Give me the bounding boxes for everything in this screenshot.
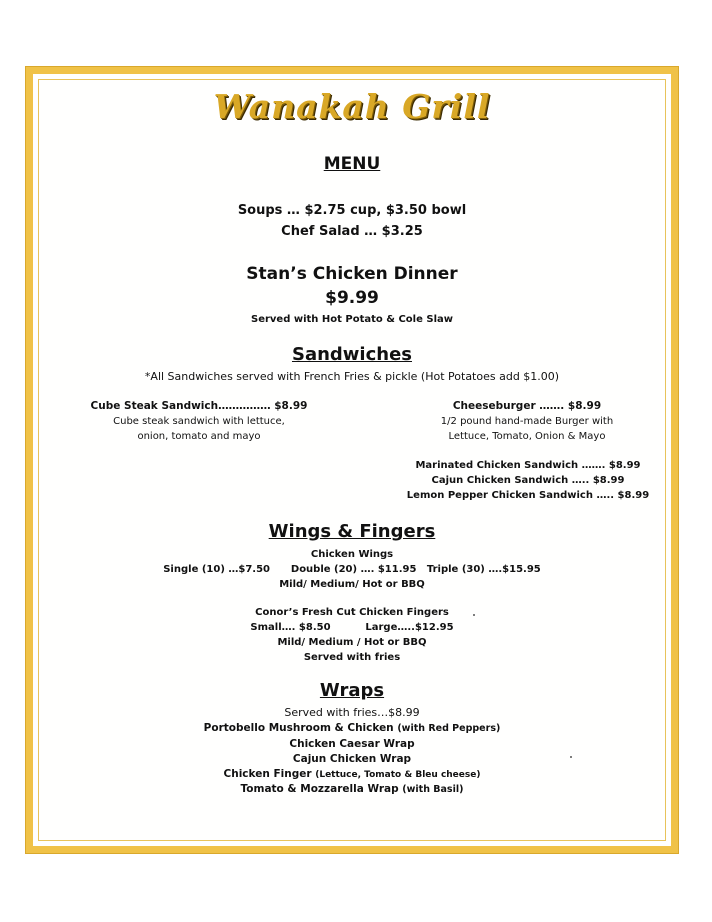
stray-dot: [570, 756, 572, 758]
chef-salad-line: Chef Salad … $3.25: [281, 224, 423, 239]
cube-steak-title: Cube Steak Sandwich…………… $8.99: [90, 400, 308, 412]
wrap-item: Cajun Chicken Wrap: [292, 753, 412, 765]
wraps-served: Served with fries…$8.99: [284, 706, 420, 719]
menu-frame: [26, 67, 678, 853]
chicken-sandwich-item: Lemon Pepper Chicken Sandwich ….. $8.99: [406, 490, 650, 501]
cube-steak-desc1: Cube steak sandwich with lettuce,: [113, 416, 285, 427]
soups-line: Soups … $2.75 cup, $3.50 bowl: [237, 203, 467, 218]
fingers-sauce: Mild/ Medium / Hot or BBQ: [277, 637, 427, 648]
fingers-prices: Small…. $8.50 Large…..$12.95: [250, 622, 454, 633]
cheeseburger-desc2: Lettuce, Tomato, Onion & Mayo: [448, 431, 606, 442]
wraps-heading: Wraps: [319, 680, 385, 701]
wrap-item: Chicken Finger (Lettuce, Tomato & Bleu cheese): [223, 768, 481, 780]
wrap-item: Portobello Mushroom & Chicken (with Red Peppers): [203, 722, 501, 734]
wings-title: Chicken Wings: [310, 549, 394, 560]
wings-sauce: Mild/ Medium/ Hot or BBQ: [279, 579, 425, 590]
chicken-sandwich-list: [403, 458, 653, 503]
wings-prices: Single (10) …$7.50 Double (20) …. $11.95 Triple (30) ….$15.95: [163, 564, 541, 575]
dinner-name: Stan’s Chicken Dinner: [246, 264, 458, 284]
dinner-price: $9.99: [325, 288, 379, 308]
fingers-served: Served with fries: [303, 652, 401, 663]
cube-steak-block: [81, 399, 317, 444]
stray-dot: [473, 614, 475, 616]
restaurant-logo: Wanakah Grill: [213, 87, 491, 126]
chicken-sandwich-item: Marinated Chicken Sandwich ……. $8.99: [415, 460, 641, 471]
wrap-item: Tomato & Mozzarella Wrap (with Basil): [240, 783, 464, 795]
cube-steak-desc2: onion, tomato and mayo: [137, 431, 261, 442]
cheeseburger-desc1: 1/2 pound hand-made Burger with: [440, 416, 614, 427]
fingers-title: Conor’s Fresh Cut Chicken Fingers: [255, 607, 449, 618]
chicken-sandwich-item: Cajun Chicken Sandwich ….. $8.99: [431, 475, 625, 486]
sandwiches-note: *All Sandwiches served with French Fries & pickle (Hot Potatoes add $1.00): [144, 370, 560, 383]
sandwiches-heading: Sandwiches: [291, 344, 412, 365]
dinner-served: Served with Hot Potato & Cole Slaw: [251, 314, 453, 325]
cheeseburger-block: [417, 399, 637, 444]
wings-heading: Wings & Fingers: [268, 521, 436, 542]
menu-title: MENU: [323, 154, 381, 174]
wrap-item: Chicken Caesar Wrap: [289, 738, 415, 750]
cheeseburger-title: Cheeseburger ……. $8.99: [452, 400, 602, 412]
